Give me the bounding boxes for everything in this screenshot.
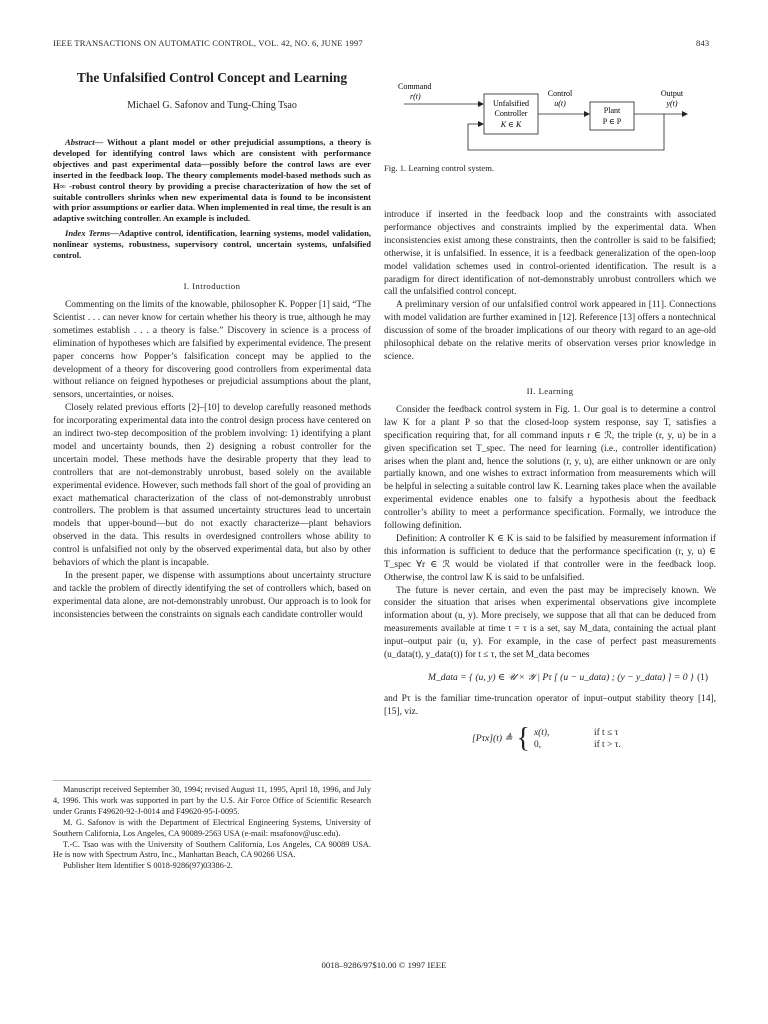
command-signal: r(t) [410, 92, 421, 101]
output-signal: y(t) [666, 99, 678, 108]
case-1-condition: if t ≤ τ [593, 727, 619, 738]
intro-paragraph: In the present paper, we dispense with assumptions about uncertainty structure and tackle the problem of directly identifying the set of controllers which, based on experimental data alone, are not-demonstrably unrobust. Our approach is to look for inconsistencies between the constraints on signals each candidate controller would [53, 571, 371, 620]
figure-1-block-diagram [384, 80, 716, 156]
truncation-operator-equation [472, 722, 716, 754]
paper-title: The Unfalsified Control Concept and Learning [76, 70, 348, 85]
abstract-lead: Abstract— [65, 137, 104, 147]
page-footer-copyright: 0018–9286/97$10.00 © 1997 IEEE [321, 960, 447, 970]
cases-brace: { [516, 722, 530, 754]
truncation-intro: and Pτ is the familiar time-truncation operator of input–output stability theory [14], [15], viz. [384, 694, 716, 717]
right-paragraph: introduce if inserted in the feedback loop and the constraints with associated performance objectives and constraints implied by the experimental data. When inconsistencies exist among these constraints, then the controller is said to be falsified; otherwise, it is unfalsified. In essence, it is a feedback generalization of the open-loop model validation schemes used in control-oriented identification. The result is a paradigm for direct identification of not-demonstrably unrobust controllers which we call the unfalsified control concept. [384, 210, 716, 298]
truncation-lhs: [Pτx](t) ≜ [472, 733, 513, 745]
plant-label-line1: Plant [603, 106, 621, 115]
paper-authors: Michael G. Safonov and Tung-Ching Tsao [127, 100, 297, 111]
controller-label-line3: K ∈ K [500, 120, 522, 129]
abstract-body: Without a plant model or other prejudicial assumptions, a theory is developed for identifying control laws which are consistent with performance objectives and past experimental data—possibly before the control laws are ever inserted in the feedback loop. The theory complements model-based methods such as H∞ -robust control theory by providing a precise characterization of how the set of suitable controllers shrinks when new experimental data is found to be inconsistent with prior assumptions or earlier data. When implemented in real time, the result is an adaptive switching controller. An example is included. [53, 137, 371, 224]
index-terms [53, 228, 371, 261]
equation-1-number: (1) [697, 672, 708, 683]
abstract [53, 137, 371, 224]
running-head-journal: IEEE TRANSACTIONS ON AUTOMATIC CONTROL, VOL. 42, NO. 6, JUNE 1997 [53, 38, 363, 48]
cases-grid [534, 728, 654, 750]
output-arrowhead [682, 111, 688, 117]
running-head-page-number: 843 [696, 38, 710, 48]
index-terms-body: —Adaptive control, identification, learning systems, model validation, nonlinear systems, robustness, supervisory control, uncertain systems, unfalsified control. [53, 228, 371, 261]
case-2-value: 0, [533, 739, 541, 750]
plant-label-line2: P ∈ P [602, 117, 622, 126]
feedback-arrowhead [478, 121, 484, 127]
section-heading-introduction: I. Introduction [183, 280, 241, 291]
command-arrowhead [478, 101, 484, 107]
controller-label-line2: Controller [494, 109, 528, 118]
learning-paragraph: Consider the feedback control system in Fig. 1. Our goal is to determine a control law K for a plant P so that the closed-loop system response, say T, satisfies a specification requiring that, for all command inputs r ∈ ℛ, the triple (r, y, u) be in a given specification set T_spec. The need for learning (i.e., controller identification) arises when the plant and, hence the solutions (r, y, u), are either unknown or are only partially known, and one wishes to extract information from measurements which will be helpful in selecting a suitable control law K. Learning takes place when the available experimental evidence enables one to falsify a hypothesis about the feedback controller’s ability to meet a performance specification. Formally, we introduce the following definition. [384, 404, 716, 532]
case-2-condition: if t > τ. [593, 739, 621, 750]
footnote-author-tsao: T.-C. Tsao was with the University of Southern California, Los Angeles, CA 90089 USA. He is now with Spectrum Astro, Inc., Manhattan Beach, CA 90266 USA. [53, 839, 371, 860]
command-label: Command [398, 82, 432, 91]
footnote-rule [53, 780, 371, 781]
control-signal: u(t) [554, 99, 566, 108]
intro-paragraph: Commenting on the limits of the knowable, philosopher K. Popper [1] said, “The Scientist . . . can never know for certain whether his theory is true, although he may sometimes establish . . . a theory is false.” Discovery in science is a process of elimination of hypotheses which are falsified by experimental evidence. The present paper concerns how Popper’s falsification concept may be applied to the development of a theory for discovering good controllers from experimental data without reliance on feigned hypotheses or prejudicial assumptions about the plant, sensors, uncertainties, or noises. [53, 299, 371, 401]
equation-1 [384, 672, 716, 683]
footnote-manuscript: Manuscript received September 30, 1994; revised August 11, 1995, April 18, 1996, and July 4, 1996. This work was supported in part by the U.S. Air Force Office of Scientific Research under Grants F49620-92-J-0014 and F49620-95-I-0095. [53, 785, 371, 816]
learning-paragraph: The future is never certain, and even the past may be imprecisely known. We consider the situation that arises when experimental observations give incomplete information about (u, y). More precisely, we suppose that all that can be deduced from measurements available at time t = τ is a set, say M_data, containing the actual plant input–output pair (u, y). For example, in the case of perfect past measurements (u_data(t), y_data(t)) for t ≤ τ, the set M_data becomes [384, 585, 716, 661]
figure-1-caption: Fig. 1. Learning control system. [384, 163, 495, 173]
output-label: Output [660, 89, 684, 98]
footnote-publisher-id: Publisher Item Identifier S 0018-9286(97)03386-2. [63, 861, 233, 871]
section-heading-learning: II. Learning [526, 385, 574, 396]
feedback-path [468, 114, 664, 150]
right-paragraph: A preliminary version of our unfalsified control work appeared in [11]. Connections with model validation are further examined in [12]. Reference [13] offers a nontechnical discussion of some of the broader implications of our theory with regard to an age-old philosophical debate on the relative merits of observation verses prior knowledge in science. [384, 300, 716, 362]
case-1-value: x(t), [533, 727, 550, 738]
control-label: Control [547, 89, 573, 98]
definition-paragraph: Definition: A controller K ∈ K is said to be falsified by measurement information if this information is sufficient to deduce that the performance specification (r, y, u) ∈ T_spec ∀r ∈ ℛ would be violated if that controller were in the feedback loop. Otherwise, the control law K is said to be unfalsified. [384, 533, 716, 583]
right-column [384, 80, 716, 754]
footnotes [53, 785, 371, 872]
footnote-author-safonov: M. G. Safonov is with the Department of Electrical Engineering Systems, University of Southern California, Los Angeles, CA 90089-2563 USA (e-mail: msafonov@usc.edu). [53, 817, 371, 838]
left-column [53, 62, 371, 622]
control-arrowhead [584, 111, 590, 117]
intro-paragraph: Closely related previous efforts [2]–[10] to develop carefully reasoned methods for incorporating experimental data into the control design process have centered on an indirect two-step decomposition of the problem involving: 1) identifying a plant model and uncertainty bounds, then 2) designing a robust controller for the uncertain model. These methods have the desirable property that they lead to controllers that are not-demonstrably unrobust, based solely on the available experimental evidence. However, such methods fall short of the goal of providing an exact mathematical characterization of the class of not-demonstrably unrobust controllers. The problem is that assumed uncertainty structures lead to uncertain models that upper-bound—but do not exactly characterize—plant behaviors observed in the data. This results in overdesigned controllers whose ability to control is unfalsified not only by the observed experimental data, but also by other behaviors of which the plant is incapable. [53, 403, 371, 569]
equation-1-expression: M_data = { (u, y) ∈ 𝒰 × 𝒴 | Pτ [ (u − u_data) ; (y − y_data) ] = 0 } [428, 672, 694, 683]
controller-label-line1: Unfalsified [493, 99, 529, 108]
index-terms-lead: Index Terms [65, 228, 111, 239]
